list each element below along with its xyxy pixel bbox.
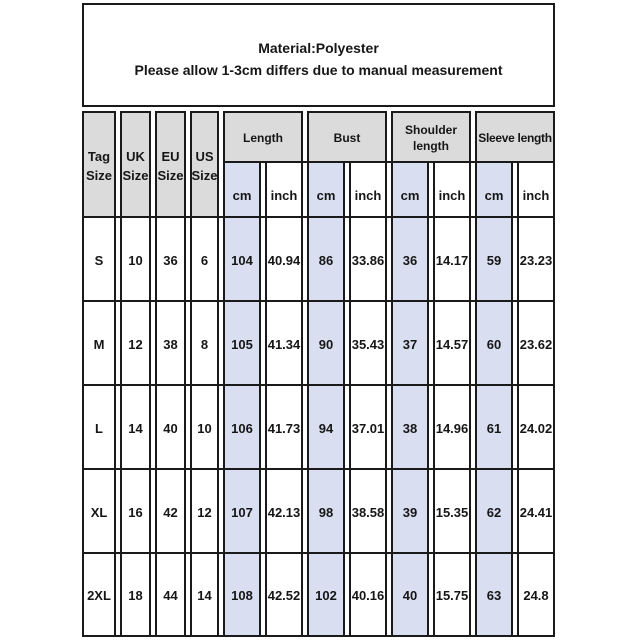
row-divider (82, 468, 555, 470)
table-cell: 38.58 (349, 470, 387, 554)
table-cell: 104 (223, 218, 261, 302)
size-chart-table (82, 111, 555, 637)
unit-sleeve-inch: inch (517, 163, 555, 218)
table-cell: 59 (475, 218, 513, 302)
table-cell: 38 (155, 302, 186, 386)
table-cell: 107 (223, 470, 261, 554)
table-cell: 38 (391, 386, 429, 470)
table-cell: 24.02 (517, 386, 555, 470)
table-cell: 42 (155, 470, 186, 554)
header-line: Size (85, 167, 112, 183)
row-divider (82, 635, 555, 637)
table-cell: 18 (120, 554, 151, 637)
table-cell: 36 (155, 218, 186, 302)
table-cell: 106 (223, 386, 261, 470)
header-line: Size (157, 167, 184, 183)
table-cell: 6 (190, 218, 219, 302)
unit-shoulder-cm: cm (391, 163, 429, 218)
table-cell: 40.16 (349, 554, 387, 637)
row-divider (82, 552, 555, 554)
header-uk-size (120, 111, 151, 218)
material-text: Material:Polyester (258, 40, 379, 56)
table-cell: 24.41 (517, 470, 555, 554)
table-cell: 90 (307, 302, 345, 386)
table-cell: XL (82, 470, 116, 554)
table-cell: 105 (223, 302, 261, 386)
table-cell: 41.34 (265, 302, 303, 386)
unit-sleeve-cm: cm (475, 163, 513, 218)
measurement-note: Please allow 1-3cm differs due to manual measurement (134, 62, 503, 78)
table-cell: 33.86 (349, 218, 387, 302)
header-us-size (190, 111, 219, 218)
header-line: EU (161, 148, 180, 164)
table-cell: 44 (155, 554, 186, 637)
row-divider (82, 384, 555, 386)
table-cell: 102 (307, 554, 345, 637)
table-cell: 36 (391, 218, 429, 302)
table-cell: 23.23 (517, 218, 555, 302)
table-cell: 14.96 (433, 386, 471, 470)
header-line: Tag (87, 148, 111, 164)
table-cell: M (82, 302, 116, 386)
table-cell: 10 (190, 386, 219, 470)
material-notice (82, 3, 555, 107)
table-cell: 24.8 (517, 554, 555, 637)
table-cell: 61 (475, 386, 513, 470)
header-line: Size (122, 167, 149, 183)
table-cell: 37 (391, 302, 429, 386)
table-cell: 40.94 (265, 218, 303, 302)
header-line: US (195, 148, 214, 164)
table-cell: 14 (190, 554, 219, 637)
table-cell: 23.62 (517, 302, 555, 386)
table-cell: S (82, 218, 116, 302)
table-cell: 16 (120, 470, 151, 554)
table-cell: 62 (475, 470, 513, 554)
row-divider (82, 300, 555, 302)
header-tag-size (82, 111, 116, 218)
table-cell: 12 (190, 470, 219, 554)
unit-shoulder-inch: inch (433, 163, 471, 218)
table-cell: 108 (223, 554, 261, 637)
header-line: UK (126, 148, 145, 164)
unit-bust-cm: cm (307, 163, 345, 218)
row-divider (82, 216, 555, 218)
table-cell: 42.13 (265, 470, 303, 554)
table-cell: 12 (120, 302, 151, 386)
table-cell: 35.43 (349, 302, 387, 386)
table-cell: 86 (307, 218, 345, 302)
table-cell: 98 (307, 470, 345, 554)
table-cell: 60 (475, 302, 513, 386)
table-cell: L (82, 386, 116, 470)
table-cell: 15.35 (433, 470, 471, 554)
header-line: Size (191, 167, 218, 183)
header-length-group: Length (223, 111, 303, 163)
table-cell: 40 (391, 554, 429, 637)
table-cell: 42.52 (265, 554, 303, 637)
unit-length-inch: inch (265, 163, 303, 218)
table-cell: 41.73 (265, 386, 303, 470)
header-sleeve-group: Sleeve length (475, 111, 555, 163)
table-cell: 63 (475, 554, 513, 637)
table-cell: 8 (190, 302, 219, 386)
table-cell: 39 (391, 470, 429, 554)
table-cell: 2XL (82, 554, 116, 637)
row-divider (223, 161, 555, 163)
table-cell: 37.01 (349, 386, 387, 470)
unit-bust-inch: inch (349, 163, 387, 218)
table-cell: 14 (120, 386, 151, 470)
table-cell: 14.57 (433, 302, 471, 386)
unit-length-cm: cm (223, 163, 261, 218)
header-shoulder-group: Shoulder length (391, 111, 471, 163)
table-cell: 94 (307, 386, 345, 470)
table-cell: 40 (155, 386, 186, 470)
table-cell: 10 (120, 218, 151, 302)
table-cell: 14.17 (433, 218, 471, 302)
header-eu-size (155, 111, 186, 218)
table-cell: 15.75 (433, 554, 471, 637)
header-bust-group: Bust (307, 111, 387, 163)
